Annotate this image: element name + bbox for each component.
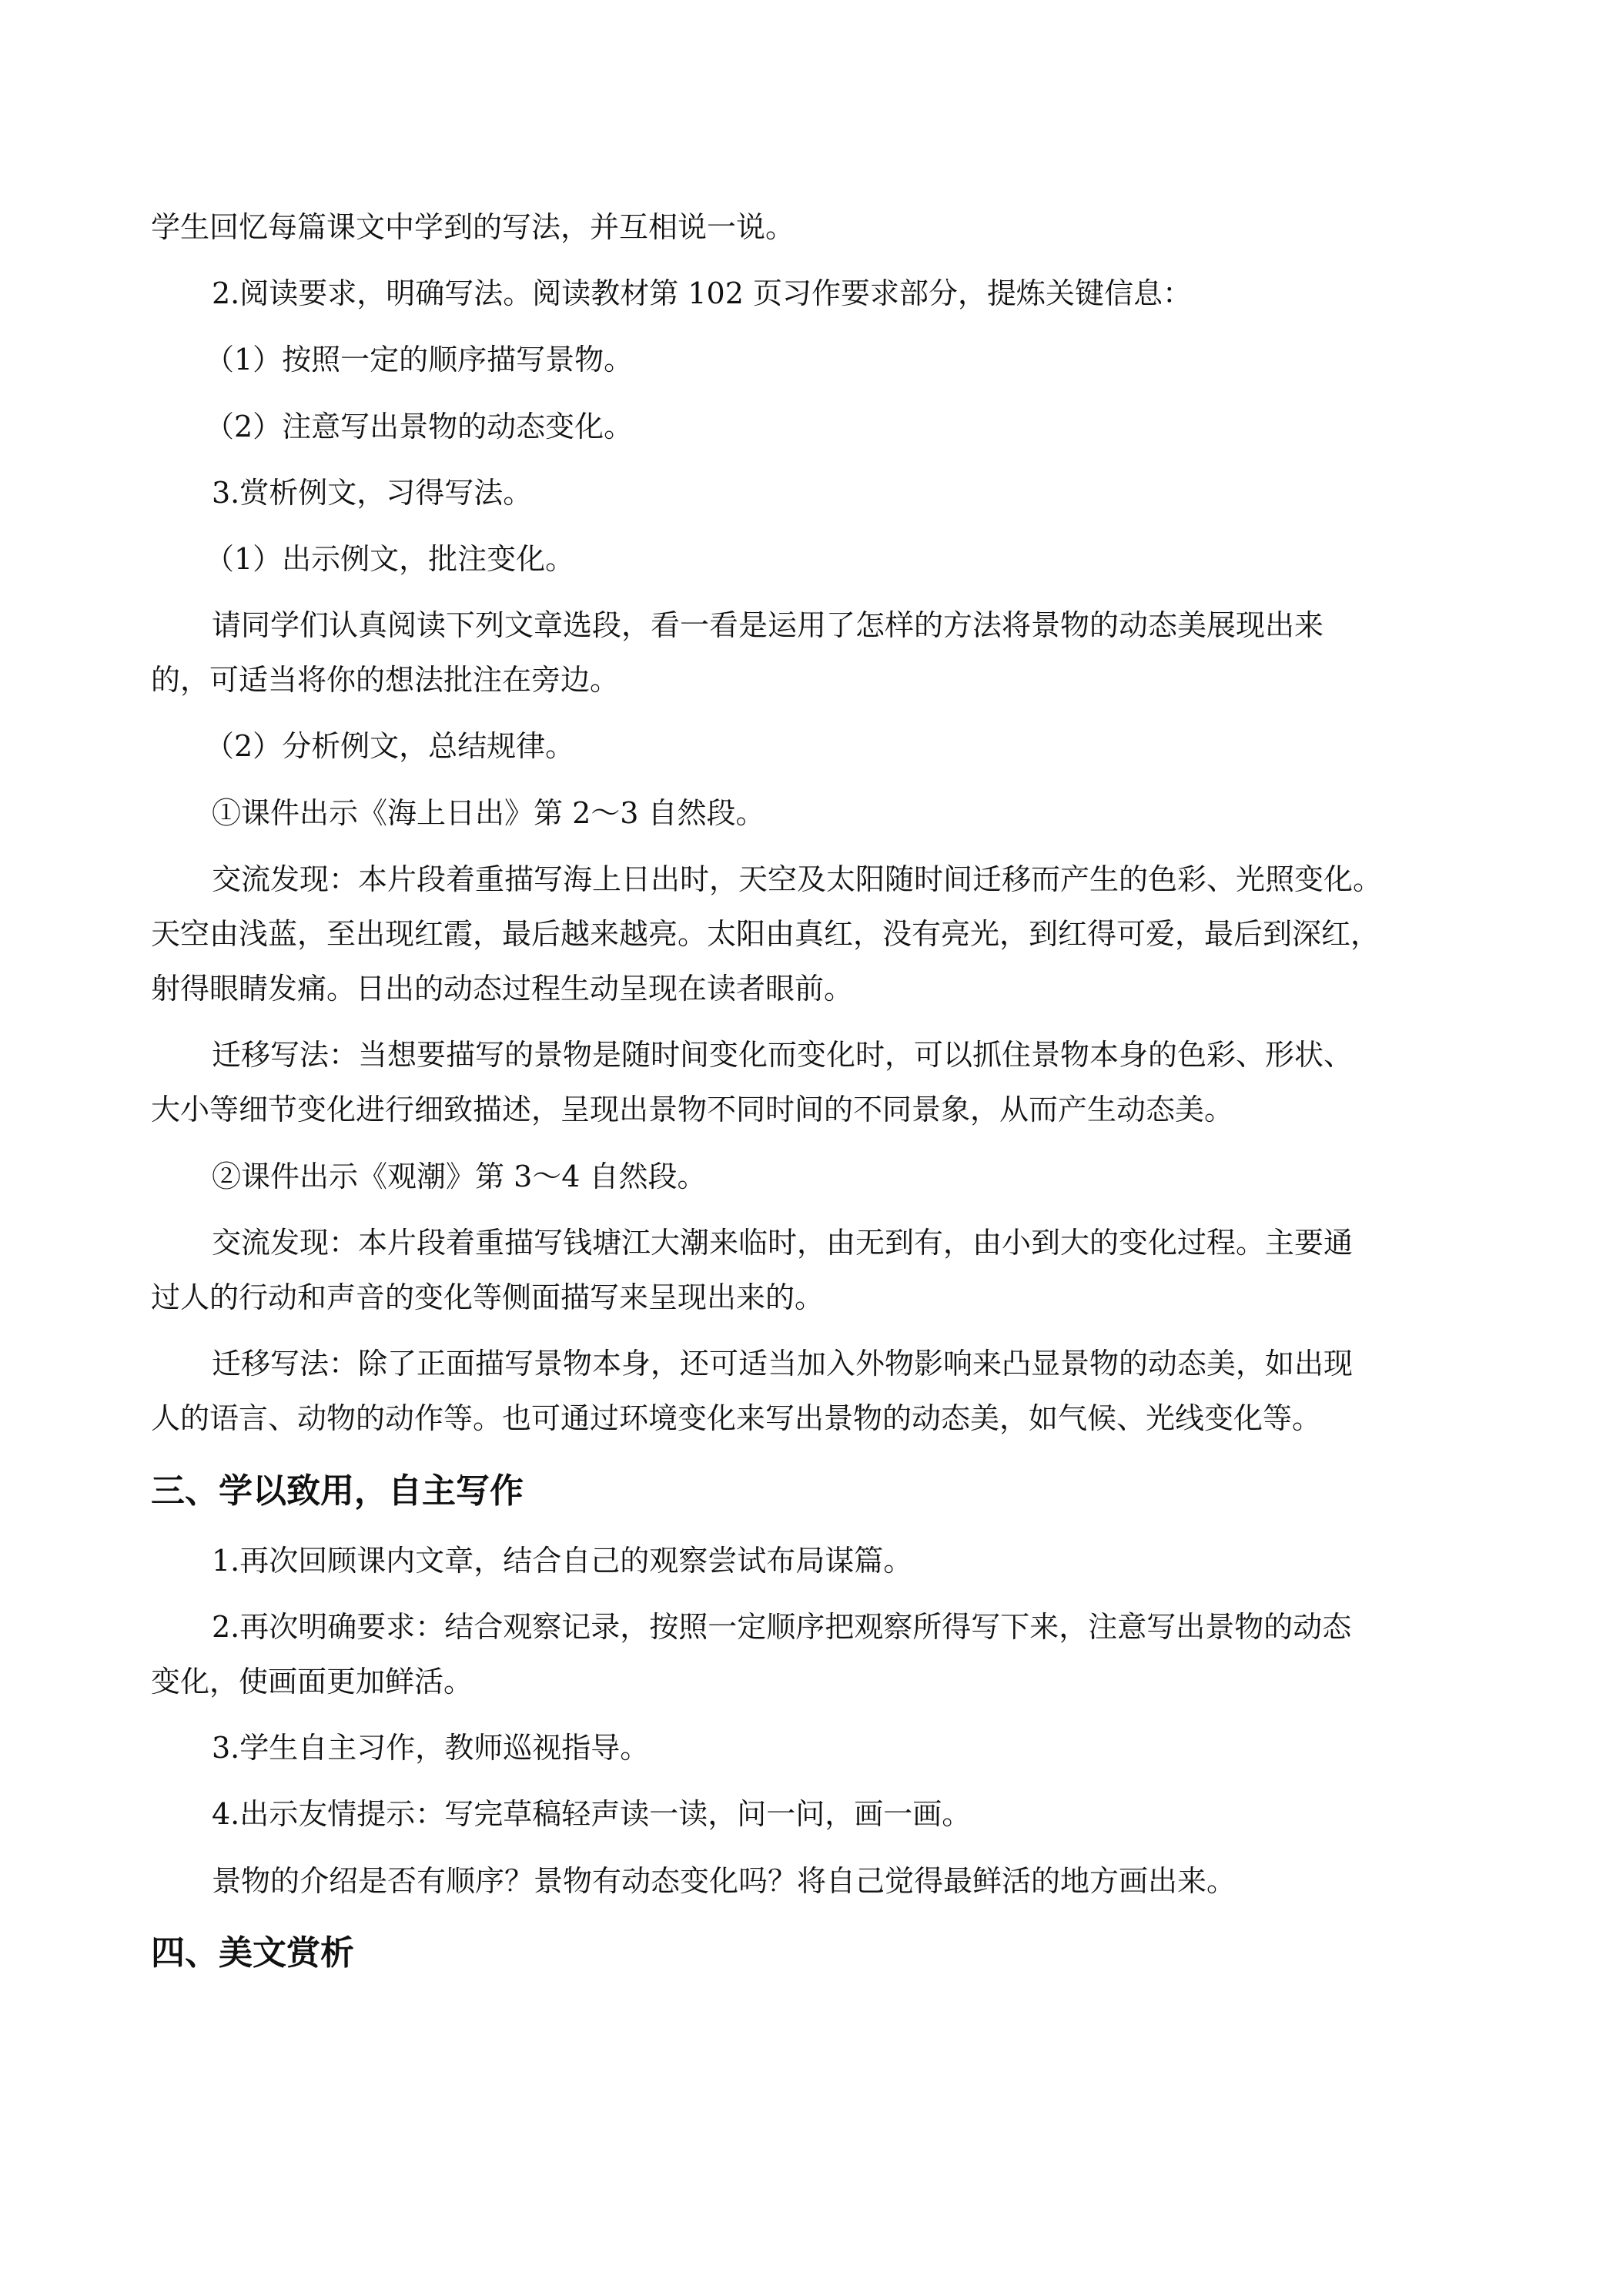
paragraph-line: ②课件出示《观潮》第 3～4 自然段。 [212,1160,707,1193]
paragraph-line: 2.再次明确要求：结合观察记录，按照一定顺序把观察所得写下来，注意写出景物的动态 [212,1610,1352,1644]
paragraph-line: 2.阅读要求，明确写法。阅读教材第 102 页习作要求部分，提炼关键信息： [212,276,1192,310]
paragraph-line: 迁移写法：除了正面描写景物本身，还可适当加入外物影响来凸显景物的动态美，如出现 [212,1347,1354,1381]
paragraph-line: 大小等细节变化进行细致描述，呈现出景物不同时间的不同景象，从而产生动态美。 [151,1093,1234,1126]
paragraph-line: 变化，使画面更加鲜活。 [151,1665,474,1699]
list-item: （1）出示例文，批注变化。 [205,542,575,576]
paragraph-line: 交流发现：本片段着重描写海上日出时，天空及太阳随时间迁移而产生的色彩、光照变化。 [212,862,1383,896]
list-item: （2）注意写出景物的动态变化。 [205,410,634,443]
paragraph-line: 学生回忆每篇课文中学到的写法，并互相说一说。 [151,210,795,244]
section-heading: 四、美文赏析 [151,1933,354,1973]
paragraph-line: 天空由浅蓝，至出现红霞，最后越来越亮。太阳由真红，没有亮光，到红得可爱，最后到深红， [151,917,1380,951]
paragraph-line: ①课件出示《海上日出》第 2～3 自然段。 [212,796,765,830]
paragraph-line: 3.赏析例文，习得写法。 [212,476,533,510]
list-item: （2）分析例文，总结规律。 [205,729,575,763]
paragraph-line: 请同学们认真阅读下列文章选段，看一看是运用了怎样的方法将景物的动态美展现出来 [212,608,1324,642]
paragraph-line: 3.学生自主习作，教师巡视指导。 [212,1731,650,1765]
paragraph-line: 迁移写法：当想要描写的景物是随时间变化而变化时，可以抓住景物本身的色彩、形状、 [212,1038,1354,1072]
paragraph-line: 的，可适当将你的想法批注在旁边。 [151,663,620,697]
paragraph-line: 射得眼睛发痛。日出的动态过程生动呈现在读者眼前。 [151,972,854,1006]
section-heading: 三、学以致用，自主写作 [151,1471,524,1511]
paragraph-line: 景物的介绍是否有顺序？景物有动态变化吗？将自己觉得最鲜活的地方画出来。 [212,1864,1236,1898]
paragraph-line: 1.再次回顾课内文章，结合自己的观察尝试布局谋篇。 [212,1544,913,1578]
paragraph-line: 4.出示友情提示：写完草稿轻声读一读，问一问，画一画。 [212,1797,972,1831]
paragraph-line: 人的语言、动物的动作等。也可通过环境变化来写出景物的动态美，如气候、光线变化等。 [151,1401,1322,1435]
paragraph-line: 过人的行动和声音的变化等侧面描写来呈现出来的。 [151,1280,825,1314]
list-item: （1）按照一定的顺序描写景物。 [205,343,634,377]
paragraph-line: 交流发现：本片段着重描写钱塘江大潮来临时，由无到有，由小到大的变化过程。主要通 [212,1226,1354,1260]
